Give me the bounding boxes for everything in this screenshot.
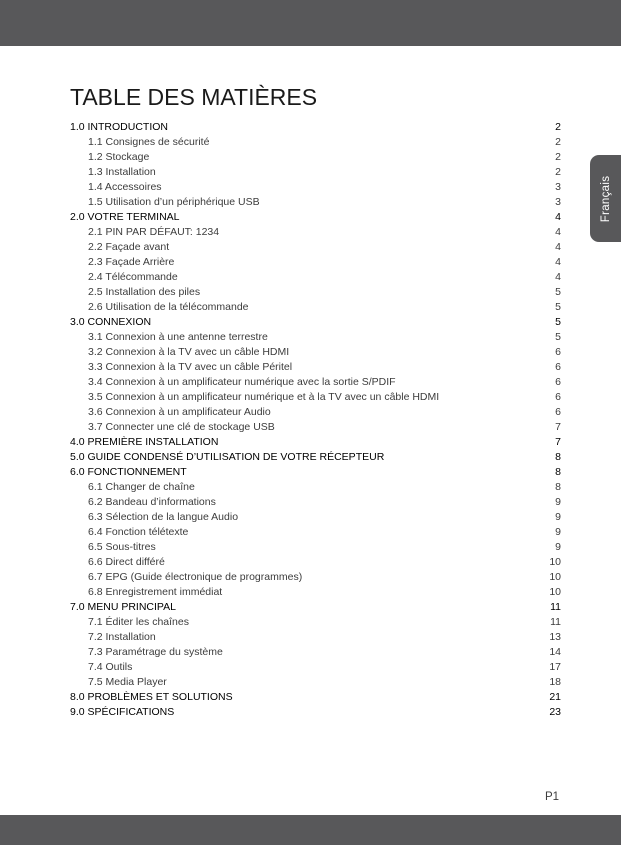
toc-entry-page: 23	[549, 706, 561, 718]
toc-entry-page: 10	[549, 571, 561, 583]
toc-entry-label: 5.0 GUIDE CONDENSÉ D’UTILISATION DE VOTRE RÉCEPTEUR	[70, 451, 385, 463]
toc-entry-page: 5	[555, 301, 561, 313]
toc-entry-label: 1.5 Utilisation d’un périphérique USB	[88, 196, 260, 208]
toc-section-row	[70, 435, 561, 450]
toc-subsection-row	[70, 345, 561, 360]
toc-entry-page: 2	[555, 136, 561, 148]
toc-entry-label: 1.1 Consignes de sécurité	[88, 136, 210, 148]
toc-entry-page: 2	[555, 121, 561, 133]
toc-entry-label: 6.2 Bandeau d’informations	[88, 496, 216, 508]
toc-entry-page: 21	[549, 691, 561, 703]
toc-entry-page: 10	[549, 586, 561, 598]
toc-entry-label: 1.3 Installation	[88, 166, 156, 178]
toc-entry-label: 1.4 Accessoires	[88, 181, 162, 193]
toc-entry-page: 8	[555, 451, 561, 463]
toc-entry-label: 7.3 Paramétrage du système	[88, 646, 223, 658]
page-number: P1	[545, 791, 560, 803]
toc-subsection-row	[70, 615, 561, 630]
toc-entry-page: 3	[555, 181, 561, 193]
toc-subsection-row	[70, 225, 561, 240]
toc-entry-label: 2.0 VOTRE TERMINAL	[70, 211, 180, 223]
toc-entry-page: 17	[549, 661, 561, 673]
toc-entry-page: 11	[550, 616, 561, 628]
toc-subsection-row	[70, 540, 561, 555]
toc-entry-label: 2.1 PIN PAR DÉFAUT: 1234	[88, 226, 220, 238]
toc-section-row	[70, 705, 561, 720]
toc-entry-label: 1.2 Stockage	[88, 151, 150, 163]
toc-entry-page: 2	[555, 166, 561, 178]
toc-entry-label: 2.2 Façade avant	[88, 241, 170, 253]
toc-entry-label: 6.4 Fonction télétexte	[88, 526, 189, 538]
toc-entry-page: 13	[549, 631, 561, 643]
toc-entry-page: 6	[555, 361, 561, 373]
toc-subsection-row	[70, 645, 561, 660]
toc-entry-label: 2.4 Télécommande	[88, 271, 178, 283]
toc-entry-label: 3.1 Connexion à une antenne terrestre	[88, 331, 268, 343]
language-tab-label: Français	[599, 175, 612, 222]
toc-section-row	[70, 315, 561, 330]
toc-entry-label: 6.7 EPG (Guide électronique de programmes)	[88, 571, 303, 583]
table-of-contents	[70, 120, 561, 720]
toc-subsection-row	[70, 420, 561, 435]
toc-subsection-row	[70, 300, 561, 315]
toc-entry-label: 6.3 Sélection de la langue Audio	[88, 511, 239, 523]
toc-subsection-row	[70, 135, 561, 150]
toc-entry-label: 7.4 Outils	[88, 661, 133, 673]
toc-entry-label: 3.5 Connexion à un amplificateur numérique et à la TV avec un câble HDMI	[88, 391, 440, 403]
toc-entry-label: 9.0 SPÉCIFICATIONS	[70, 706, 175, 718]
toc-entry-page: 5	[555, 316, 561, 328]
toc-entry-page: 6	[555, 391, 561, 403]
toc-subsection-row	[70, 555, 561, 570]
toc-subsection-row	[70, 240, 561, 255]
toc-entry-label: 6.1 Changer de chaîne	[88, 481, 195, 493]
toc-entry-label: 3.7 Connecter une clé de stockage USB	[88, 421, 275, 433]
toc-entry-page: 14	[549, 646, 561, 658]
toc-subsection-row	[70, 660, 561, 675]
toc-subsection-row	[70, 255, 561, 270]
toc-subsection-row	[70, 150, 561, 165]
toc-section-row	[70, 600, 561, 615]
toc-entry-page: 5	[555, 331, 561, 343]
toc-entry-label: 2.3 Façade Arrière	[88, 256, 175, 268]
toc-subsection-row	[70, 510, 561, 525]
toc-entry-page: 8	[555, 481, 561, 493]
header-bar	[0, 0, 621, 46]
toc-entry-page: 18	[549, 676, 561, 688]
toc-entry-label: 6.5 Sous-titres	[88, 541, 156, 553]
toc-entry-label: 7.1 Éditer les chaînes	[88, 616, 189, 628]
toc-subsection-row	[70, 630, 561, 645]
toc-entry-page: 10	[549, 556, 561, 568]
toc-entry-label: 3.0 CONNEXION	[70, 316, 152, 328]
toc-entry-label: 3.3 Connexion à la TV avec un câble Péritel	[88, 361, 293, 373]
toc-section-row	[70, 690, 561, 705]
toc-section-row	[70, 465, 561, 480]
toc-subsection-row	[70, 330, 561, 345]
toc-subsection-row	[70, 375, 561, 390]
toc-subsection-row	[70, 585, 561, 600]
toc-entry-label: 3.2 Connexion à la TV avec un câble HDMI	[88, 346, 290, 358]
toc-subsection-row	[70, 360, 561, 375]
toc-entry-label: 3.6 Connexion à un amplificateur Audio	[88, 406, 271, 418]
toc-entry-page: 9	[555, 511, 561, 523]
toc-entry-page: 6	[555, 406, 561, 418]
toc-entry-page: 4	[555, 211, 561, 223]
toc-entry-label: 7.0 MENU PRINCIPAL	[70, 601, 176, 613]
page-title: TABLE DES MATIÈRES	[70, 84, 318, 110]
toc-entry-page: 3	[555, 196, 561, 208]
toc-entry-label: 6.0 FONCTIONNEMENT	[70, 466, 187, 478]
toc-section-row	[70, 210, 561, 225]
toc-entry-page: 4	[555, 241, 561, 253]
footer-bar	[0, 815, 621, 845]
toc-subsection-row	[70, 570, 561, 585]
toc-subsection-row	[70, 390, 561, 405]
toc-entry-label: 2.5 Installation des piles	[88, 286, 201, 298]
toc-subsection-row	[70, 405, 561, 420]
toc-entry-label: 2.6 Utilisation de la télécommande	[88, 301, 249, 313]
toc-subsection-row	[70, 480, 561, 495]
toc-entry-label: 1.0 INTRODUCTION	[70, 121, 169, 133]
toc-entry-page: 5	[555, 286, 561, 298]
toc-subsection-row	[70, 165, 561, 180]
toc-entry-page: 4	[555, 271, 561, 283]
toc-entry-page: 9	[555, 526, 561, 538]
toc-entry-label: 7.5 Media Player	[88, 676, 167, 688]
toc-entry-label: 3.4 Connexion à un amplificateur numérique avec la sortie S/PDIF	[88, 376, 396, 388]
toc-entry-label: 8.0 PROBLÈMES ET SOLUTIONS	[70, 691, 233, 703]
toc-section-row	[70, 450, 561, 465]
toc-section-row	[70, 120, 561, 135]
toc-entry-page: 7	[555, 436, 561, 448]
toc-entry-page: 7	[555, 421, 561, 433]
toc-subsection-row	[70, 285, 561, 300]
toc-entry-page: 11	[550, 601, 561, 613]
toc-entry-page: 9	[555, 496, 561, 508]
toc-entry-page: 4	[555, 256, 561, 268]
toc-entry-label: 4.0 PREMIÈRE INSTALLATION	[70, 436, 219, 448]
toc-entry-page: 2	[555, 151, 561, 163]
toc-subsection-row	[70, 495, 561, 510]
toc-entry-label: 7.2 Installation	[88, 631, 156, 643]
toc-subsection-row	[70, 195, 561, 210]
toc-subsection-row	[70, 180, 561, 195]
toc-entry-label: 6.8 Enregistrement immédiat	[88, 586, 223, 598]
language-tab	[590, 155, 621, 242]
toc-subsection-row	[70, 525, 561, 540]
toc-subsection-row	[70, 675, 561, 690]
toc-subsection-row	[70, 270, 561, 285]
toc-entry-page: 8	[555, 466, 561, 478]
toc-entry-page: 6	[555, 376, 561, 388]
toc-entry-page: 9	[555, 541, 561, 553]
toc-entry-page: 6	[555, 346, 561, 358]
toc-entry-page: 4	[555, 226, 561, 238]
toc-entry-label: 6.6 Direct différé	[88, 556, 165, 568]
